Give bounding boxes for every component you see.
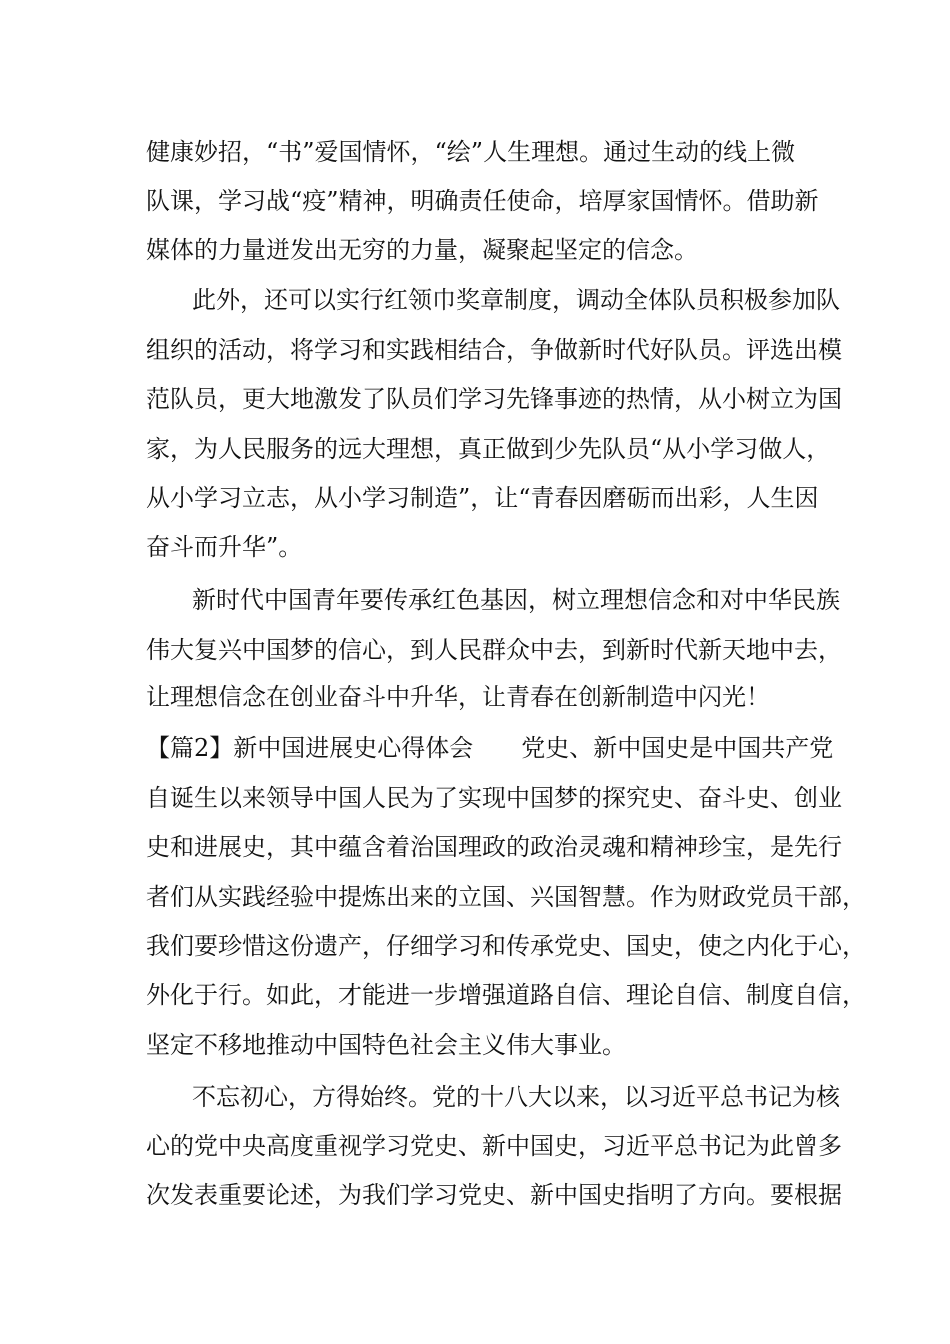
paragraph-start-line: 新时代中国青年要传承红色基因，树立理想信念和对中华民族: [192, 586, 840, 614]
section-heading-line: 【篇2】新中国进展史心得体会 党史、新中国史是中国共产党: [146, 734, 834, 762]
text-line: 队课，学习战“疫”精神，明确责任使命，培厚家国情怀。借助新: [146, 187, 819, 215]
paragraph-start-line: 不忘初心，方得始终。党的十八大以来，以习近平总书记为核: [192, 1083, 840, 1111]
paragraph-start-line: 此外，还可以实行红领巾奖章制度，调动全体队员积极参加队: [192, 286, 840, 314]
text-line: 健康妙招，“书”爱国情怀，“绘”人生理想。通过生动的线上微: [146, 138, 796, 166]
text-line: 外化于行。如此，才能进一步增强道路自信、理论自信、制度自信，: [146, 981, 866, 1009]
text-line: 史和进展史，其中蕴含着治国理政的政治灵魂和精神珍宝，是先行: [146, 833, 842, 861]
text-line: 伟大复兴中国梦的信心，到人民群众中去，到新时代新天地中去，: [146, 636, 842, 664]
text-line: 奋斗而升华”。: [146, 533, 303, 561]
text-line: 我们要珍惜这份遗产，仔细学习和传承党史、国史，使之内化于心，: [146, 932, 866, 960]
text-line: 心的党中央高度重视学习党史、新中国史，习近平总书记为此曾多: [146, 1132, 842, 1160]
text-line: 范队员，更大地激发了队员们学习先锋事迹的热情，从小树立为国: [146, 385, 842, 413]
text-line: 自诞生以来领导中国人民为了实现中国梦的探究史、奋斗史、创业: [146, 784, 842, 812]
text-line: 从小学习立志，从小学习制造”，让“青春因磨砺而出彩，人生因: [146, 484, 819, 512]
text-line: 坚定不移地推动中国特色社会主义伟大事业。: [146, 1031, 626, 1059]
text-line: 次发表重要论述，为我们学习党史、新中国史指明了方向。要根据: [146, 1181, 842, 1209]
text-line: 让理想信念在创业奋斗中升华，让青春在创新制造中闪光！: [146, 683, 770, 711]
text-line: 者们从实践经验中提炼出来的立国、兴国智慧。作为财政党员干部，: [146, 883, 866, 911]
text-line: 媒体的力量迸发出无穷的力量，凝聚起坚定的信念。: [146, 236, 698, 264]
text-line: 组织的活动，将学习和实践相结合，争做新时代好队员。评选出模: [146, 336, 842, 364]
text-line: 家，为人民服务的远大理想，真正做到少先队员“从小学习做人，: [146, 435, 831, 463]
